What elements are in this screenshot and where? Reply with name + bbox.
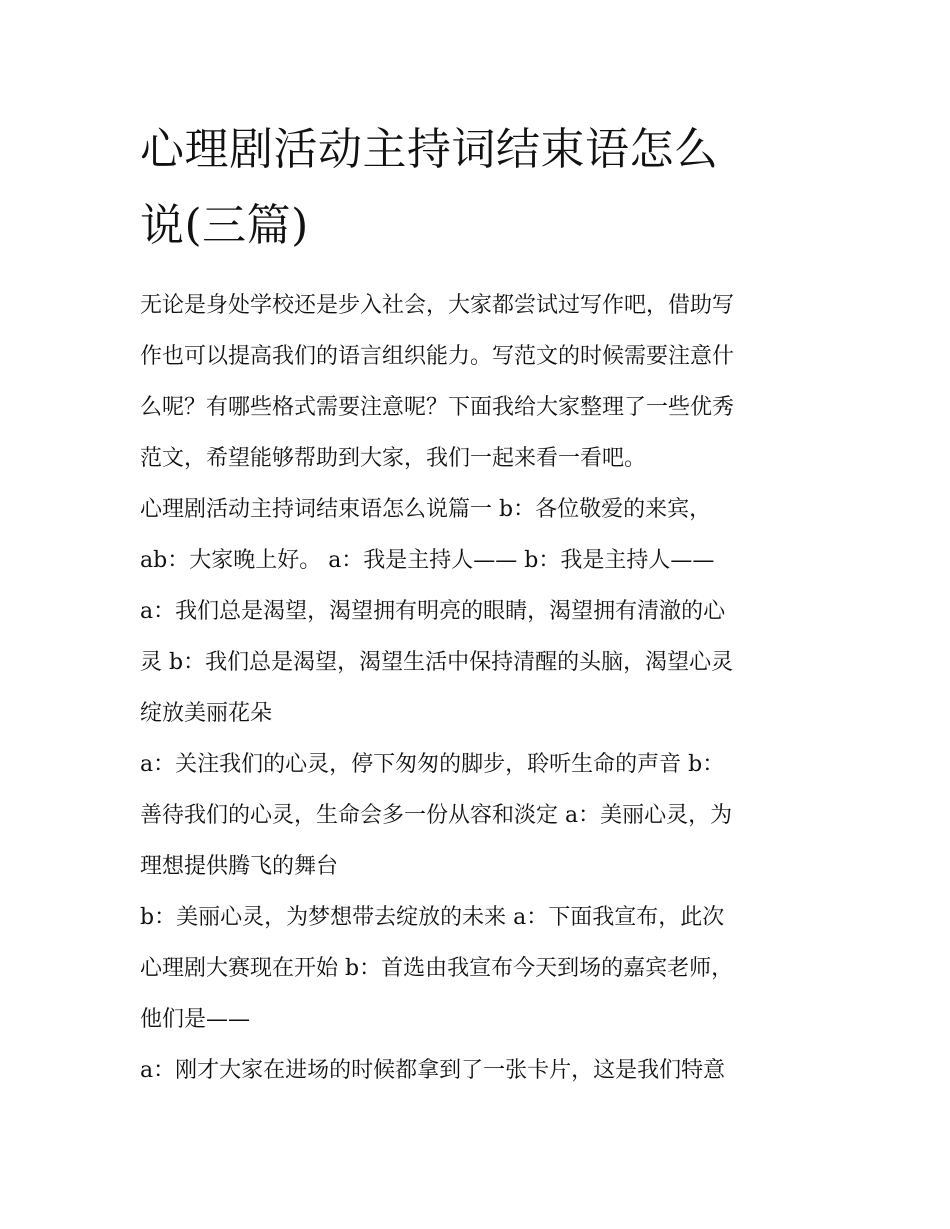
body-line: 范文，希望能够帮助到大家，我们一起来看一看吧。 [140,446,647,471]
title-line: 心理剧活动主持词结束语怎么 [140,124,719,175]
body-line: 心理剧大赛现在开始 b：首选由我宣布今天到场的嘉宾老师， [140,956,734,981]
body-line: 绽放美丽花朵 [140,701,273,726]
body-line: a：我们总是渴望，渴望拥有明亮的眼睛，渴望拥有清澈的心 [140,599,726,624]
document-body [140,280,812,1096]
document-title [140,112,820,264]
body-line: 么呢？有哪些格式需要注意呢？下面我给大家整理了一些优秀 [140,395,735,420]
title-line: 说(三篇) [140,200,309,251]
body-line: a：刚才大家在进场的时候都拿到了一张卡片，这是我们特意 [140,1058,726,1083]
body-line: 他们是—— [140,1007,251,1032]
body-line: 无论是身处学校还是步入社会，大家都尝试过写作吧，借助写 [140,293,735,318]
body-line: a：关注我们的心灵，停下匆匆的脚步，聆听生命的声音 b： [140,752,725,777]
body-line: 作也可以提高我们的语言组织能力。写范文的时候需要注意什 [140,344,735,369]
body-line: 灵 b：我们总是渴望，渴望生活中保持清醒的头脑，渴望心灵 [140,650,734,675]
body-line: ab：大家晚上好。 a：我是主持人—— b：我是主持人—— [140,548,715,573]
body-line: 理想提供腾飞的舞台 [140,854,339,879]
body-line: 心理剧活动主持词结束语怎么说篇一 b：各位敬爱的来宾， [140,497,712,522]
body-line: 善待我们的心灵，生命会多一份从容和淡定 a：美丽心灵，为 [140,803,733,828]
body-line: b：美丽心灵，为梦想带去绽放的未来 a：下面我宣布，此次 [140,905,725,930]
